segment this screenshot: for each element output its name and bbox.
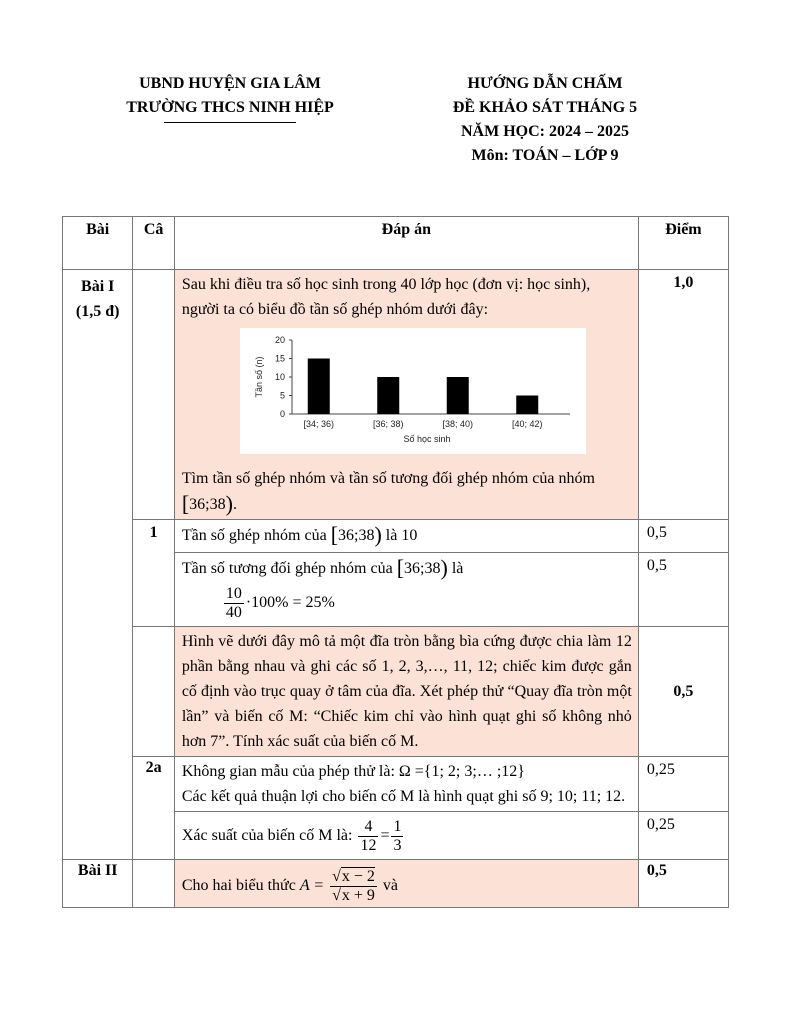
exam-title: ĐỀ KHẢO SÁT THÁNG 5: [452, 99, 638, 116]
table-row: [63, 270, 729, 520]
y-tick-label: 10: [274, 372, 285, 382]
header-divider: [164, 122, 296, 123]
cau1-answer1-result: là 10: [385, 527, 418, 544]
bar: [516, 396, 538, 415]
bai1-cell: [63, 270, 133, 860]
cau2a-answer1: [174, 757, 638, 812]
left-bracket: [: [181, 491, 190, 516]
exam-header: [420, 72, 670, 168]
header-cau: Câ: [133, 217, 174, 270]
empty-cau-cell: [133, 860, 174, 908]
bar: [308, 359, 330, 415]
right-paren: ): [440, 555, 448, 580]
header-diem: Điểm: [638, 217, 728, 270]
cau1-label: 1: [133, 520, 174, 627]
header-dapan: Đáp án: [174, 217, 638, 270]
answer-table: [62, 216, 729, 908]
x-tick-label: [36; 38): [372, 419, 404, 429]
school-name: TRƯỜNG THCS NINH HIỆP: [126, 99, 334, 116]
doc-title: HƯỚNG DẪN CHẤM: [467, 75, 623, 92]
y-tick-label: 15: [274, 353, 285, 364]
school-header: [100, 72, 360, 123]
table-header-row: [63, 217, 729, 270]
table-row: [63, 627, 729, 757]
bai2-and: và: [382, 877, 399, 895]
fraction: $\frac{10}{40}$: [225, 585, 242, 621]
table-row: [63, 520, 729, 553]
probability-label: Xác suất của biến cố M là:: [181, 827, 353, 845]
x-tick-label: [38; 40): [442, 419, 473, 429]
fraction: $\frac{√x - 2}{√x + 9}$: [332, 868, 375, 904]
favorable-outcomes: Các kết quả thuận lợi cho biến cố M là hình quạt ghi số 9; 10; 11; 12.: [181, 788, 626, 805]
cau2a-label: 2a: [133, 757, 174, 860]
fraction: $\frac{4}{12}$: [360, 818, 377, 854]
cau2a-score2: 0,25: [638, 812, 728, 860]
empty-cau-cell: [133, 627, 174, 757]
bai2-question: [174, 860, 638, 908]
right-paren: ): [225, 491, 233, 516]
bai2-score: 0,5: [638, 860, 728, 908]
expression-A: A =: [299, 877, 325, 895]
y-tick-label: 5: [279, 390, 285, 401]
interval: 36;38: [189, 496, 226, 513]
school-year: NĂM HỌC: 2024 – 2025: [461, 123, 629, 140]
left-bracket: [: [396, 555, 405, 580]
cau1-score2: 0,5: [638, 553, 728, 627]
bai2-text: Cho hai biểu thức: [181, 877, 296, 895]
interval: 36;38: [404, 560, 441, 577]
cau2a-score1: 0,25: [638, 757, 728, 812]
y-tick-label: 20: [274, 335, 285, 345]
table-row: [63, 757, 729, 812]
subject: Môn: TOÁN – LỚP 9: [471, 147, 619, 164]
frequency-bar-chart: [240, 328, 586, 454]
cau1-formula: [222, 585, 632, 622]
district-name: UBND HUYỆN GIA LÂM: [139, 75, 321, 92]
interval: 36;38: [338, 527, 375, 544]
header-bai: Bài: [63, 217, 133, 270]
cau1-score1: 0,5: [638, 520, 728, 553]
cau1-answer1: [174, 520, 638, 553]
bai1-question: Tìm tần số ghép nhóm và tần số tương đối ghép nhóm của nhóm [36;38).: [181, 470, 595, 516]
cau1-answer2-text: Tần số tương đối ghép nhóm của: [181, 560, 393, 577]
y-tick-label: 0: [279, 409, 285, 419]
cau1-answer1-text: Tần số ghép nhóm của: [181, 527, 327, 544]
bai1-question-cell: [174, 270, 638, 520]
bai1-intro: Sau khi điều tra số học sinh trong 40 lớp học (đơn vị: học sinh), người ta có biểu đồ tần số ghép nhóm dưới đây:: [181, 276, 591, 318]
bar: [377, 377, 399, 414]
bai1-score: 1,0: [638, 270, 728, 520]
sample-space: Không gian mẫu của phép thử là: Ω ={1; 2; 3;… ;12}: [181, 763, 525, 780]
bai1-question-text: Tìm tần số ghép nhóm và tần số tương đối ghép nhóm của nhóm: [181, 470, 595, 487]
x-tick-label: [40; 42): [511, 419, 543, 429]
x-axis-label: Số học sinh: [403, 434, 451, 444]
right-paren: ): [374, 522, 382, 547]
bai2-label: Bài II: [63, 860, 133, 908]
q2-text: Hình vẽ dưới đây mô tả một đĩa tròn bằng bìa cứng được chia làm 12 phần bằng nhau và ghi các số 1, 2, 3,…, 11, 12; chiếc kim được gắn cố định vào trục quay ở tâm của đĩa. Xét phép thử “Quay đĩa tròn một lần” và biến cố M: “Chiếc kim chỉ vào hình quạt ghi số không nhỏ hơn 7”. Tính xác suất của biến cố M.: [174, 627, 638, 757]
empty-cau-cell: [133, 270, 174, 520]
left-bracket: [: [330, 522, 339, 547]
q2-score: 0,5: [638, 627, 728, 757]
bar: [447, 377, 469, 414]
bai1-label: Bài I: [81, 278, 115, 295]
cau1-answer2: [174, 553, 638, 627]
cau2a-answer2: Xác suất của biến cố M là: $\frac{4}{12}$ = $\frac{1}{3}$: [174, 812, 638, 860]
bai1-points: (1,5 đ): [75, 303, 120, 320]
cau1-answer2-is: là: [451, 560, 464, 577]
x-tick-label: [34; 36): [303, 419, 334, 429]
y-axis-label: Tần số (n): [253, 356, 264, 398]
table-row: [63, 860, 729, 908]
fraction: $\frac{1}{3}$: [393, 818, 402, 854]
cau1-result: ·100% = 25%: [245, 594, 335, 612]
